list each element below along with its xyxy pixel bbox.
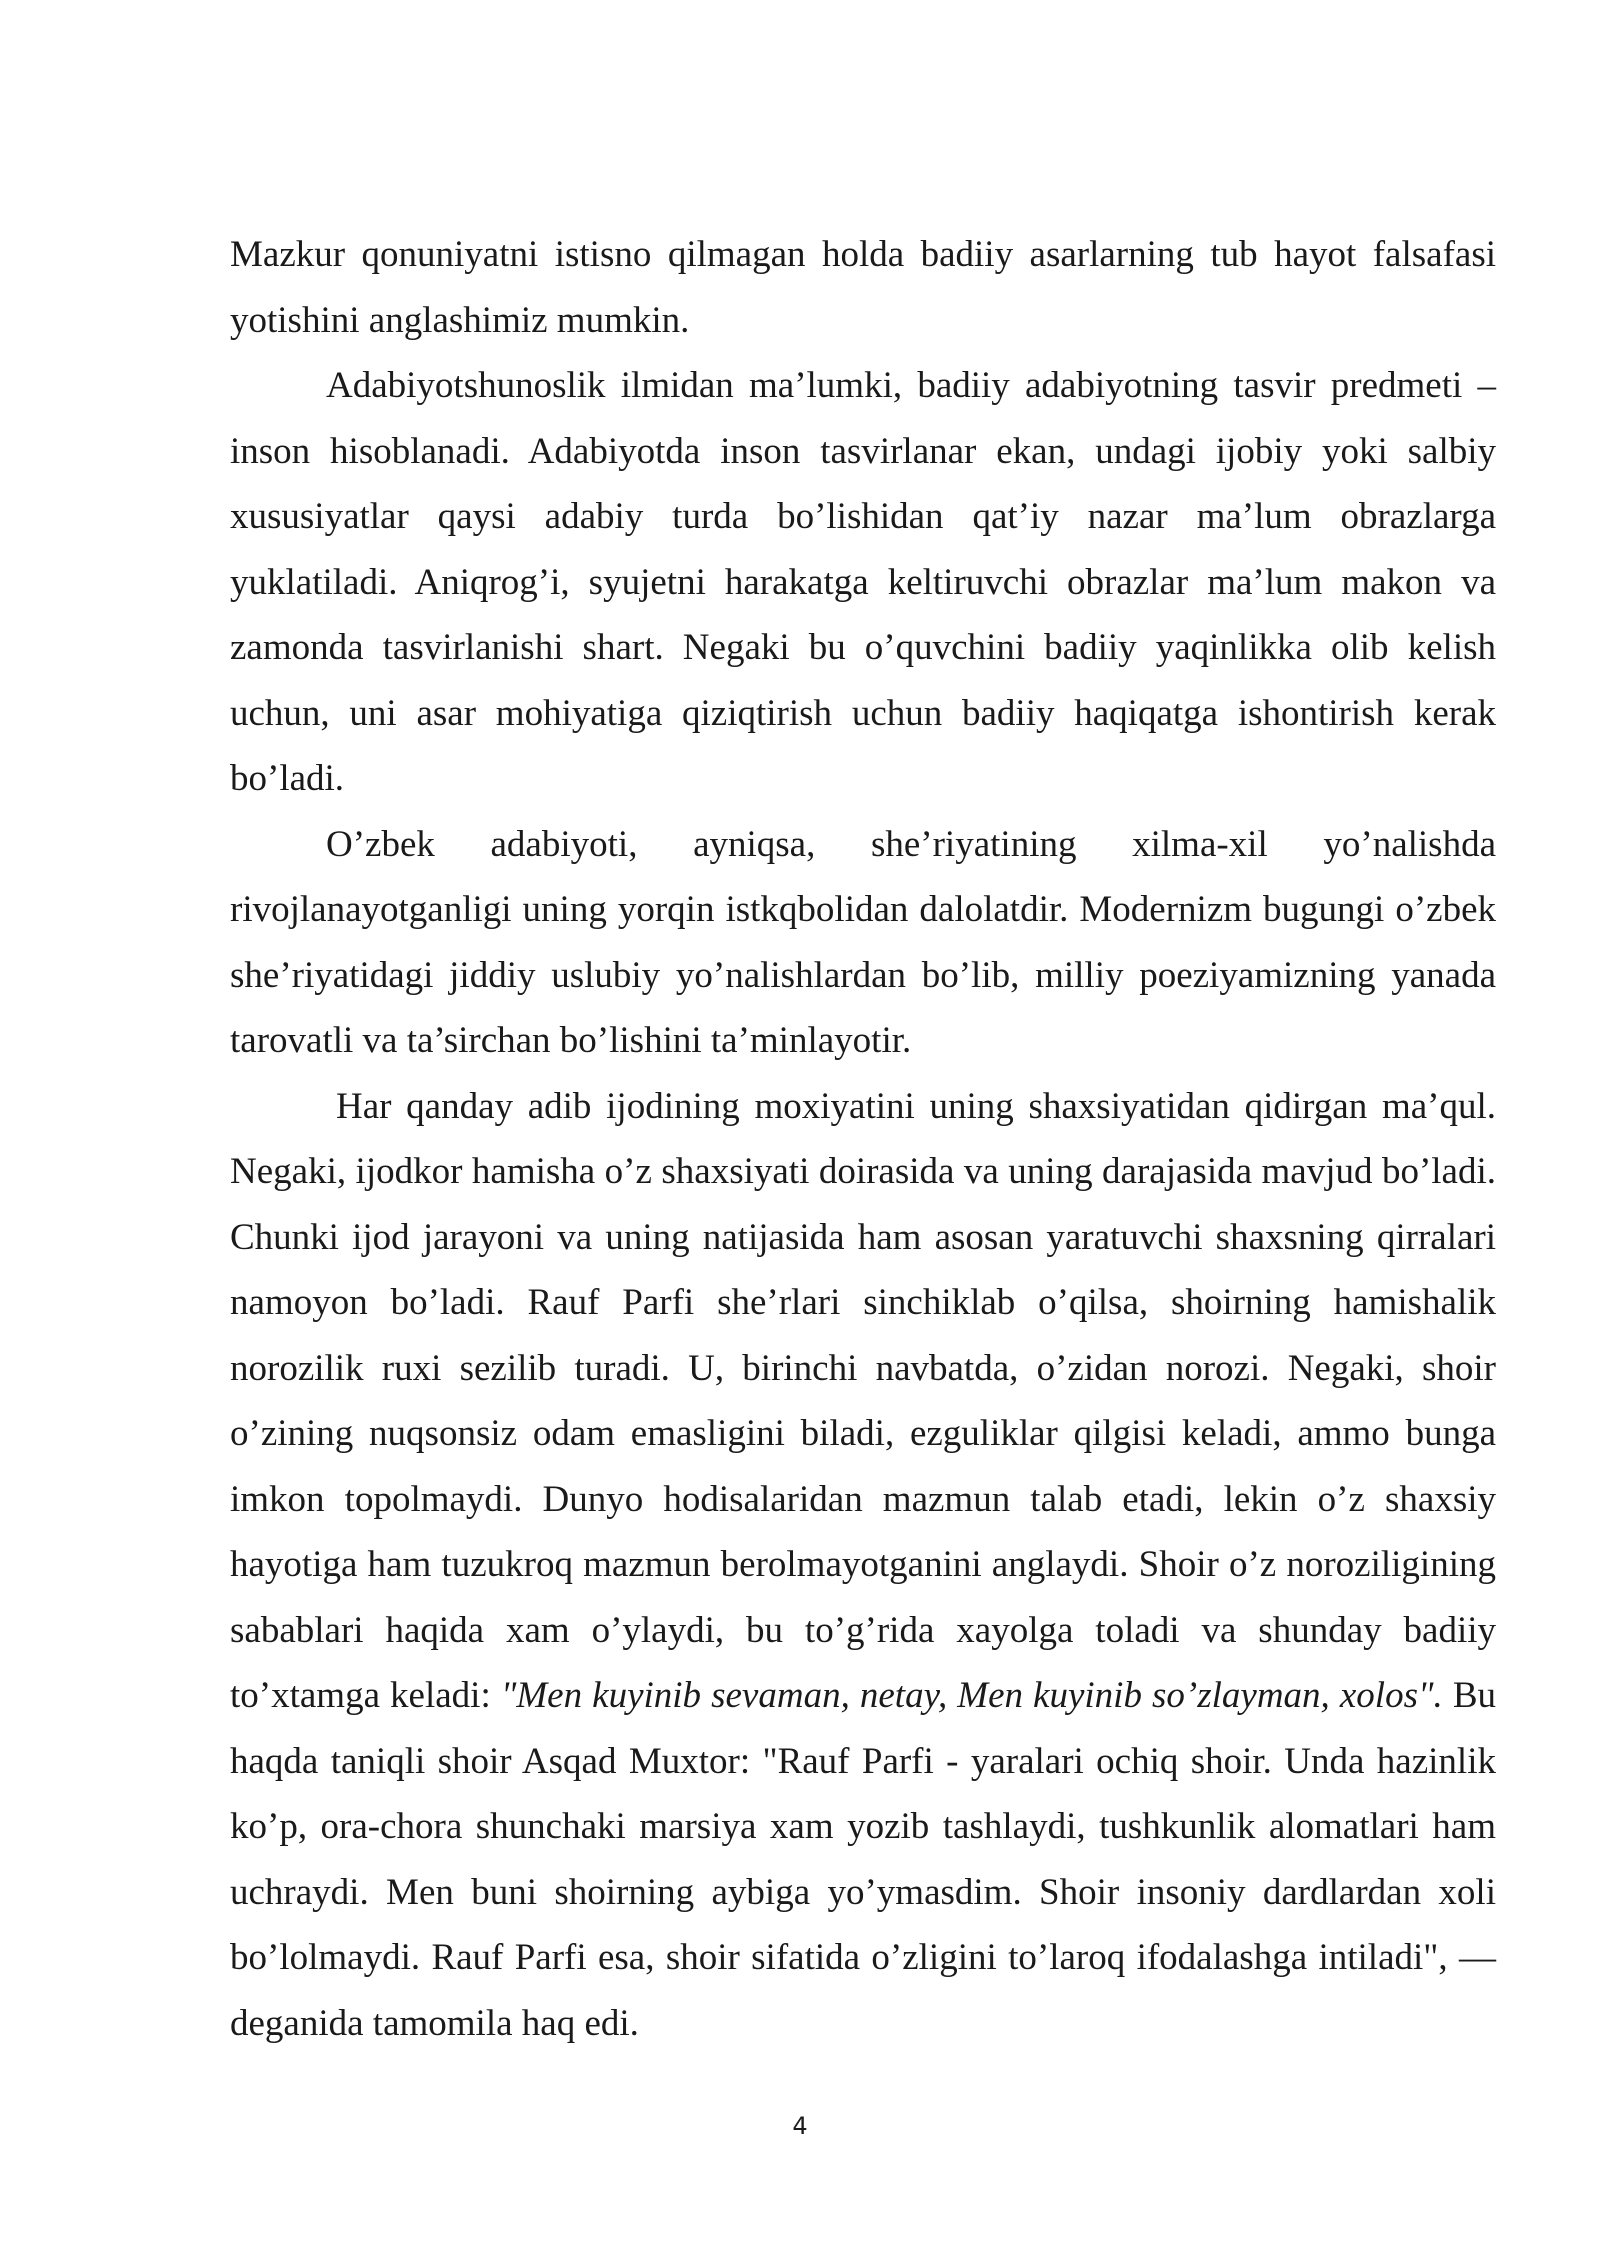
paragraph-4 — [230, 1074, 1496, 2057]
body-text — [230, 222, 1496, 2056]
page-number: 4 — [792, 2112, 808, 2140]
paragraph-4-text-end: Bu haqda taniqli shoir Asqad Muxtor: "Rauf Parfi - yaralari ochiq shoir. Unda hazinlik ko’p, ora-chora shunchaki marsiya xam yozib tashlaydi, tushkunlik alomatlari ham uchraydi. Men buni shoirning aybiga yo’ymasdim. Shoir insoniy dardlardan xoli bo’lolmaydi. Rauf Parfi esa, shoir sifatida o’zligini to’laroq ifodalashga intiladi", — deganida tamomila haq edi. — [230, 1675, 1496, 2044]
italic-quote: "Men kuyinib sevaman, netay, Men kuyinib so’zlayman, xolos". — [500, 1675, 1443, 1716]
paragraph-1: Mazkur qonuniyatni istisno qilmagan holda badiiy asarlarning tub hayot falsafasi yotishini anglashimiz mumkin. — [230, 234, 1496, 341]
paragraph-4-text-start: Har qanday adib ijodining moxiyatini uning shaxsiyatidan qidirgan ma’qul. Negaki, ijodkor hamisha o’z shaxsiyati doirasida va uning darajasida mavjud bo’ladi. Chunki ijod jarayoni va uning natijasida ham asosan yaratuvchi shaxsning qirralari namoyon bo’ladi. Rauf Parfi she’rlari sinchiklab o’qilsa, shoirning hamishalik norozilik ruxi sezilib turadi. U, birinchi navbatda, o’zidan norozi. Negaki, shoir o’zining nuqsonsiz odam emasligini biladi, ezguliklar qilgisi keladi, ammo bunga imkon topolmaydi. Dunyo hodisalaridan mazmun talab etadi, lekin o’z shaxsiy hayotiga ham tuzukroq mazmun berolmayotganini anglaydi. Shoir o’z noroziligining sabablari haqida xam o’ylaydi, bu to’g’rida xayolga toladi va shunday badiiy to’xtamga keladi: — [230, 1085, 1496, 1716]
paragraph-3: O’zbek adabiyoti, ayniqsa, she’riyatining xilma-xil yo’nalishda rivojlanayotganligi uning yorqin istkqbolidan dalolatdir. Modernizm bugungi o’zbek she’riyatidagi jiddiy uslubiy yo’nalishlardan bo’lib, milliy poeziyamizning yanada tarovatli va ta’sirchan bo’lishini ta’minlayotir. — [230, 823, 1496, 1061]
paragraph-2: Adabiyotshunoslik ilmidan ma’lumki, badiiy adabiyotning tasvir predmeti – inson hisoblanadi. Adabiyotda inson tasvirlanar ekan, undagi ijobiy yoki salbiy xususiyatlar qaysi adabiy turda bo’lishidan qat’iy nazar ma’lum obrazlarga yuklatiladi. Aniqrog’i, syujetni harakatga keltiruvchi obrazlar ma’lum makon va zamonda tasvirlanishi shart. Negaki bu o’quvchini badiiy yaqinlikka olib kelish uchun, uni asar mohiyatiga qiziqtirish uchun badiiy haqiqatga ishontirish kerak bo’ladi. — [230, 365, 1496, 799]
